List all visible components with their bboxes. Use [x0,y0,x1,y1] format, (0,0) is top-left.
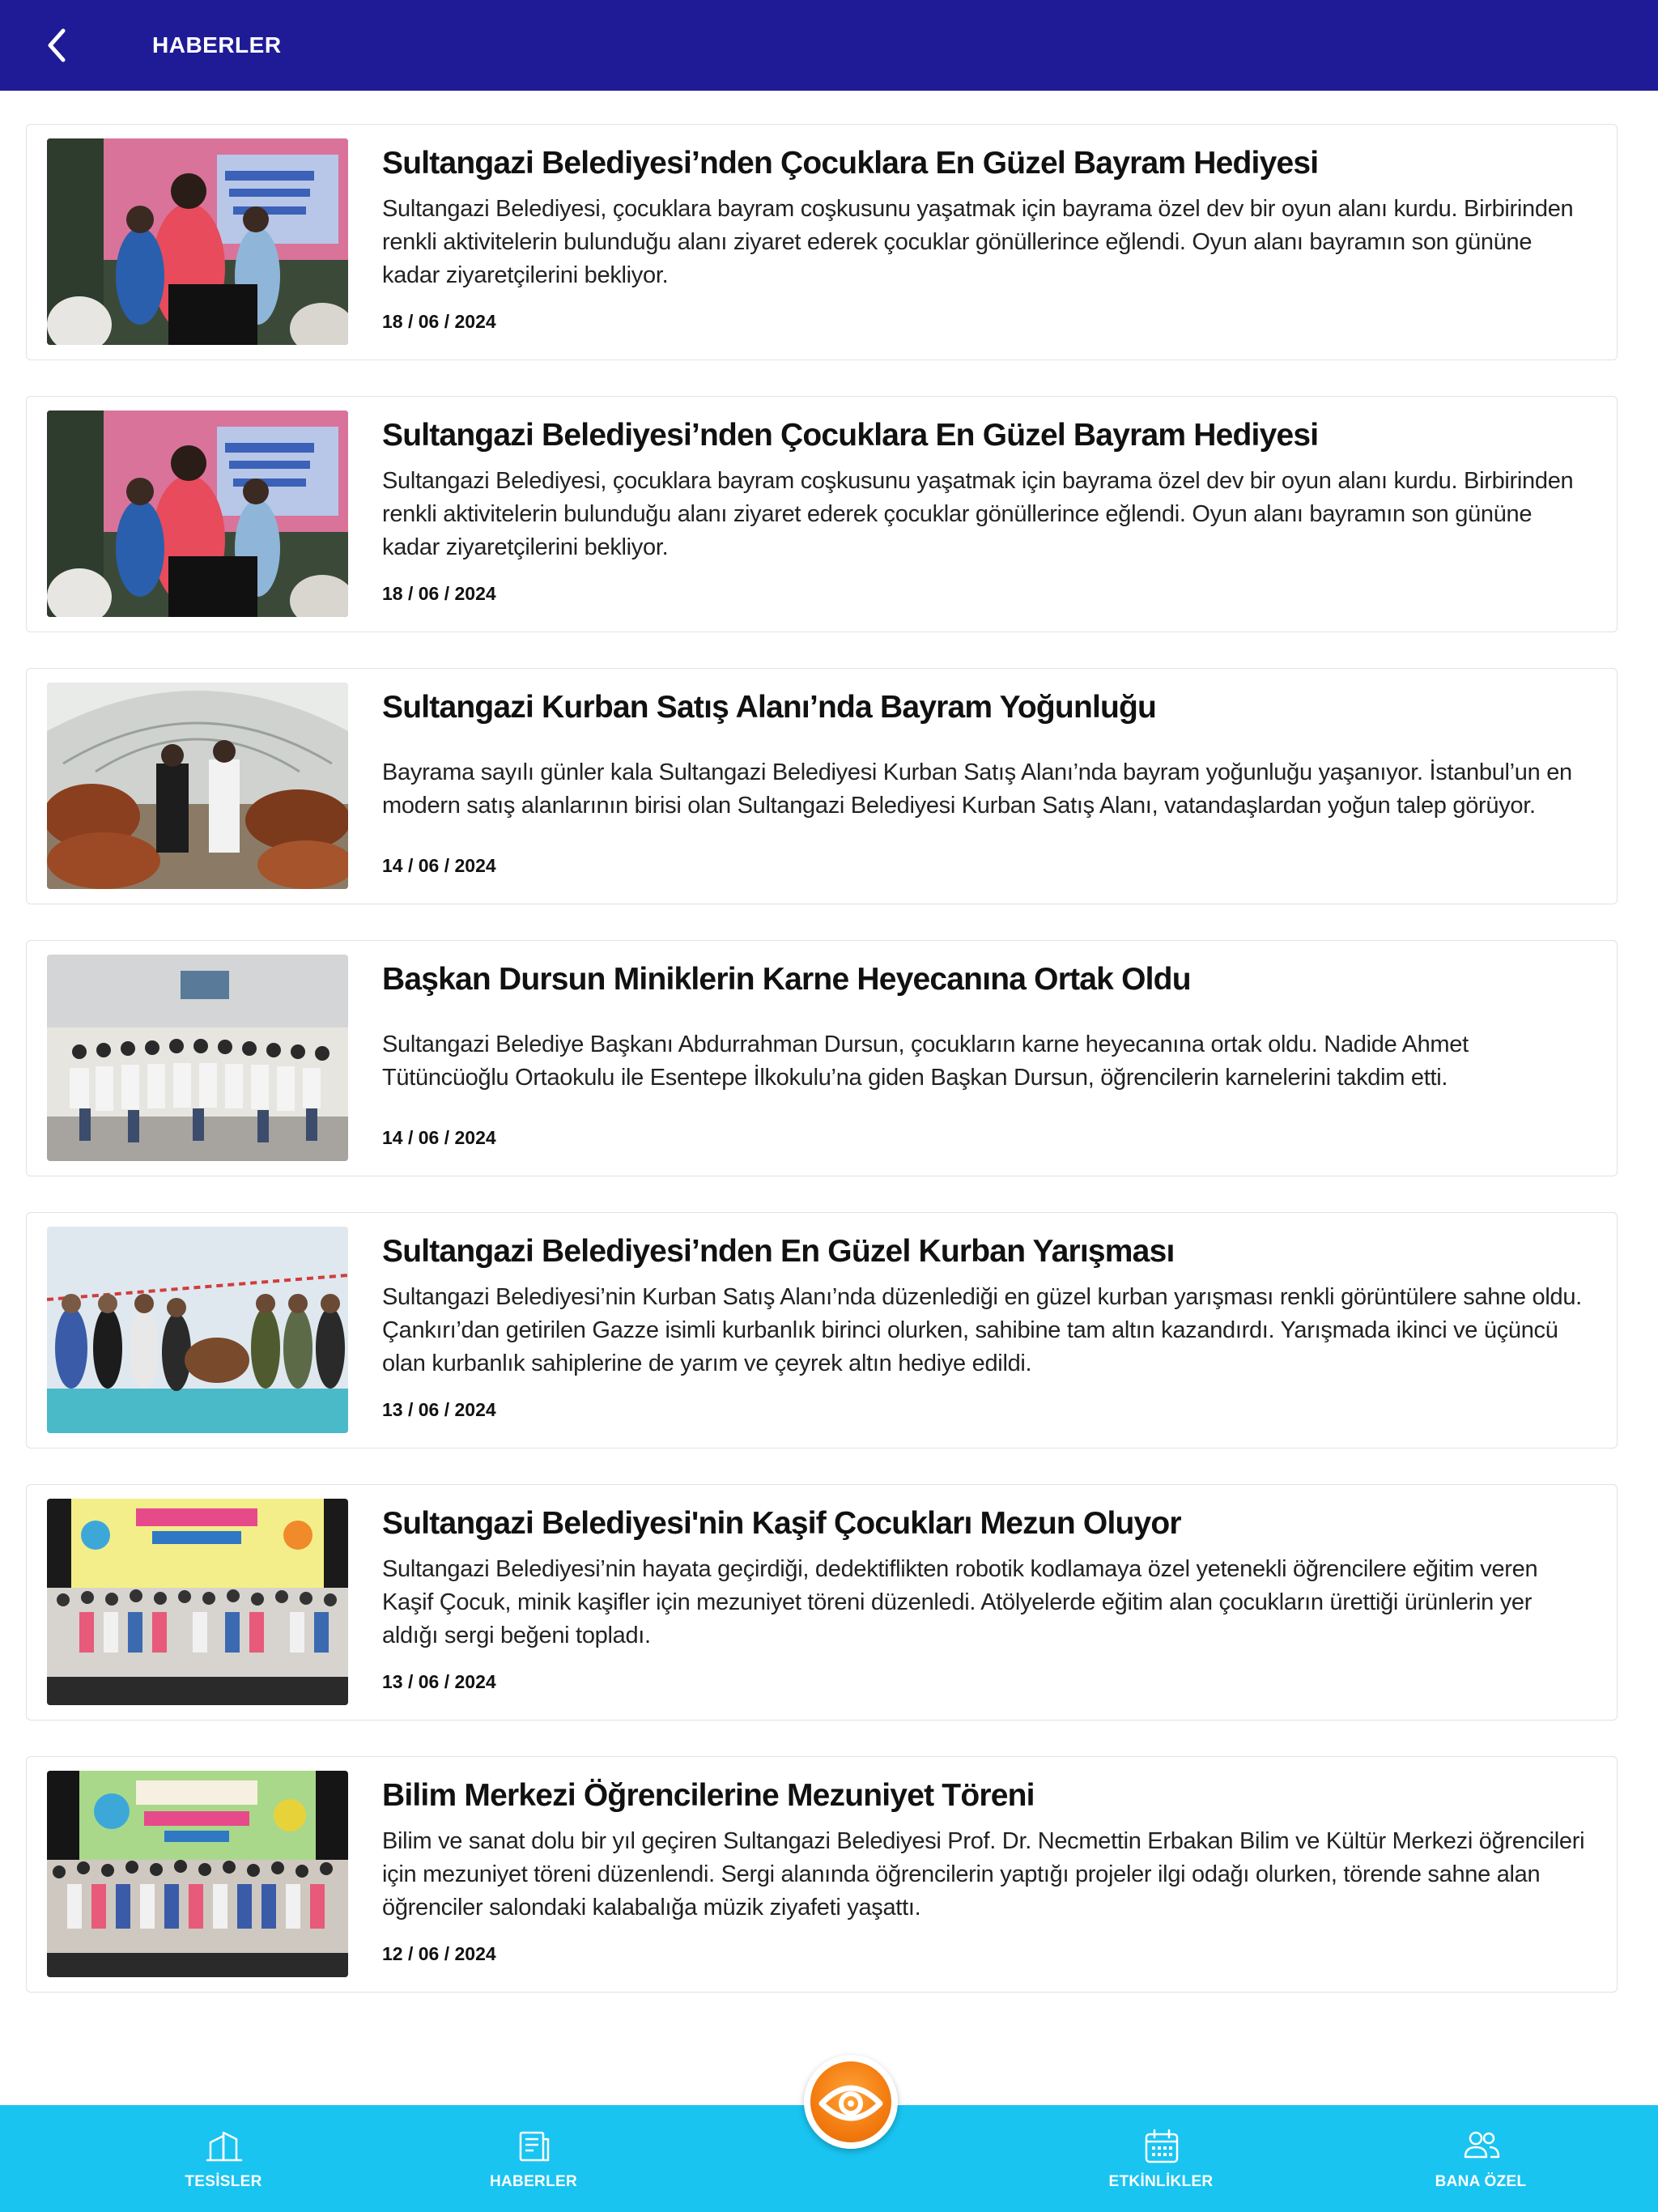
news-title: Sultangazi Belediyesi’nden En Güzel Kurban Yarışması [382,1234,1175,1269]
news-description: Sultangazi Belediyesi’nin hayata geçirdiği, dedektiflikten robotik kodlamaya özel yetenekli öğrencilere eğitim veren Kaşif Çocuk, minik kaşifler için mezuniyet töreni düzenledi. Atölyelerde eğitim alan çocukların ürettiği ürünlerin yer aldığı sergi beğeni topladı. [382,1556,1538,1648]
top-app-bar [0,0,1658,91]
news-title: Bilim Merkezi Öğrencilerine Mezuniyet Töreni [382,1778,1035,1813]
nav-label: BANA ÖZEL [1435,2173,1527,2190]
news-card[interactable] [26,940,1618,1176]
eye-logo-icon [810,2061,891,2142]
news-thumbnail [47,138,348,345]
nav-label: ETKİNLİKLER [1108,2173,1214,2190]
nav-label: TESİSLER [185,2173,262,2190]
news-card[interactable] [26,1756,1618,1993]
news-description: Sultangazi Belediyesi’nin Kurban Satış Alanı’nda düzenlediği en güzel kurban yarışması renkli görüntülere sahne oldu. Çankırı’dan getirilen Gazze isimli kurbanlık birinci olurken, sahibine tam altın kazandırdı. Yarışmada ikinci ve üçüncü olan kurbanlık sahiplerine de yarım ve çeyrek altın hediye edildi. [382,1284,1582,1376]
news-thumbnail [47,1771,348,1977]
news-thumbnail [47,955,348,1161]
news-description: Sultangazi Belediyesi, çocuklara bayram coşkusunu yaşatmak için bayrama özel dev bir oyun alanı kurdu. Birbirinden renkli aktivitelerin bulunduğu alanı ziyaret ederek çocuklar gönüllerince eğlendi. Oyun alanı bayramın son gününe kadar ziyaretçilerini bekliyor. [382,196,1574,288]
news-card[interactable] [26,124,1618,360]
news-thumbnail [47,1499,348,1705]
chevron-left-icon [36,21,84,70]
news-date: 18 / 06 / 2024 [382,583,496,604]
news-list [26,124,1618,2028]
nav-tesisler[interactable] [126,2105,321,2212]
news-date: 18 / 06 / 2024 [382,311,496,332]
calendar-icon [1143,2128,1180,2165]
news-title: Sultangazi Belediyesi’nden Çocuklara En Güzel Bayram Hediyesi [382,146,1319,181]
building-icon [206,2128,243,2165]
news-thumbnail [47,1227,348,1433]
nav-bana-ozel[interactable] [1384,2105,1578,2212]
page-title: HABERLER [152,32,282,57]
news-card[interactable] [26,1484,1618,1721]
news-card[interactable] [26,396,1618,632]
nav-haberler[interactable] [436,2105,631,2212]
news-icon [516,2128,553,2165]
center-home-button[interactable] [804,2055,898,2149]
news-date: 12 / 06 / 2024 [382,1943,496,1964]
news-description: Sultangazi Belediyesi, çocuklara bayram coşkusunu yaşatmak için bayrama özel dev bir oyun alanı kurdu. Birbirinden renkli aktivitelerin bulunduğu alanı ziyaret ederek çocuklar gönüllerince eğlendi. Oyun alanı bayramın son gününe kadar ziyaretçilerini bekliyor. [382,468,1574,560]
nav-label: HABERLER [490,2173,577,2190]
news-date: 13 / 06 / 2024 [382,1399,496,1420]
users-icon [1463,2128,1500,2165]
news-card[interactable] [26,1212,1618,1448]
back-button[interactable] [36,21,84,70]
news-date: 13 / 06 / 2024 [382,1671,496,1692]
news-description: Sultangazi Belediye Başkanı Abdurrahman Dursun, çocukların karne heyecanına ortak oldu. Nadide Ahmet Tütüncüoğlu Ortaokulu ile Esentepe İlkokulu’na giden Başkan Dursun, öğrencilerin karnelerini takdim etti. [382,1032,1469,1091]
news-title: Sultangazi Belediyesi'nin Kaşif Çocukları Mezun Oluyor [382,1506,1181,1541]
news-title: Sultangazi Kurban Satış Alanı’nda Bayram Yoğunluğu [382,690,1157,725]
news-title: Başkan Dursun Miniklerin Karne Heyecanına Ortak Oldu [382,962,1191,997]
news-description: Bayrama sayılı günler kala Sultangazi Belediyesi Kurban Satış Alanı’nda bayram yoğunluğu yaşanıyor. İstanbul’un en modern satış alanlarının birisi olan Sultangazi Belediyesi Kurban Satış Alanı, vatandaşlardan yoğun talep görüyor. [382,759,1572,819]
news-card[interactable] [26,668,1618,904]
nav-etkinlikler[interactable] [1064,2105,1258,2212]
news-title: Sultangazi Belediyesi’nden Çocuklara En Güzel Bayram Hediyesi [382,418,1319,453]
news-description: Bilim ve sanat dolu bir yıl geçiren Sultangazi Belediyesi Prof. Dr. Necmettin Erbakan Bilim ve Kültür Merkezi öğrencileri için mezuniyet töreni düzenlendi. Sergi alanında öğrencilerin yaptığı projeler ilgi odağı olurken, törende sahne alan öğrenciler salondaki kalabalığa müzik ziyafeti yaşattı. [382,1828,1585,1921]
news-date: 14 / 06 / 2024 [382,1127,496,1148]
news-thumbnail [47,410,348,617]
news-thumbnail [47,683,348,889]
news-date: 14 / 06 / 2024 [382,855,496,876]
